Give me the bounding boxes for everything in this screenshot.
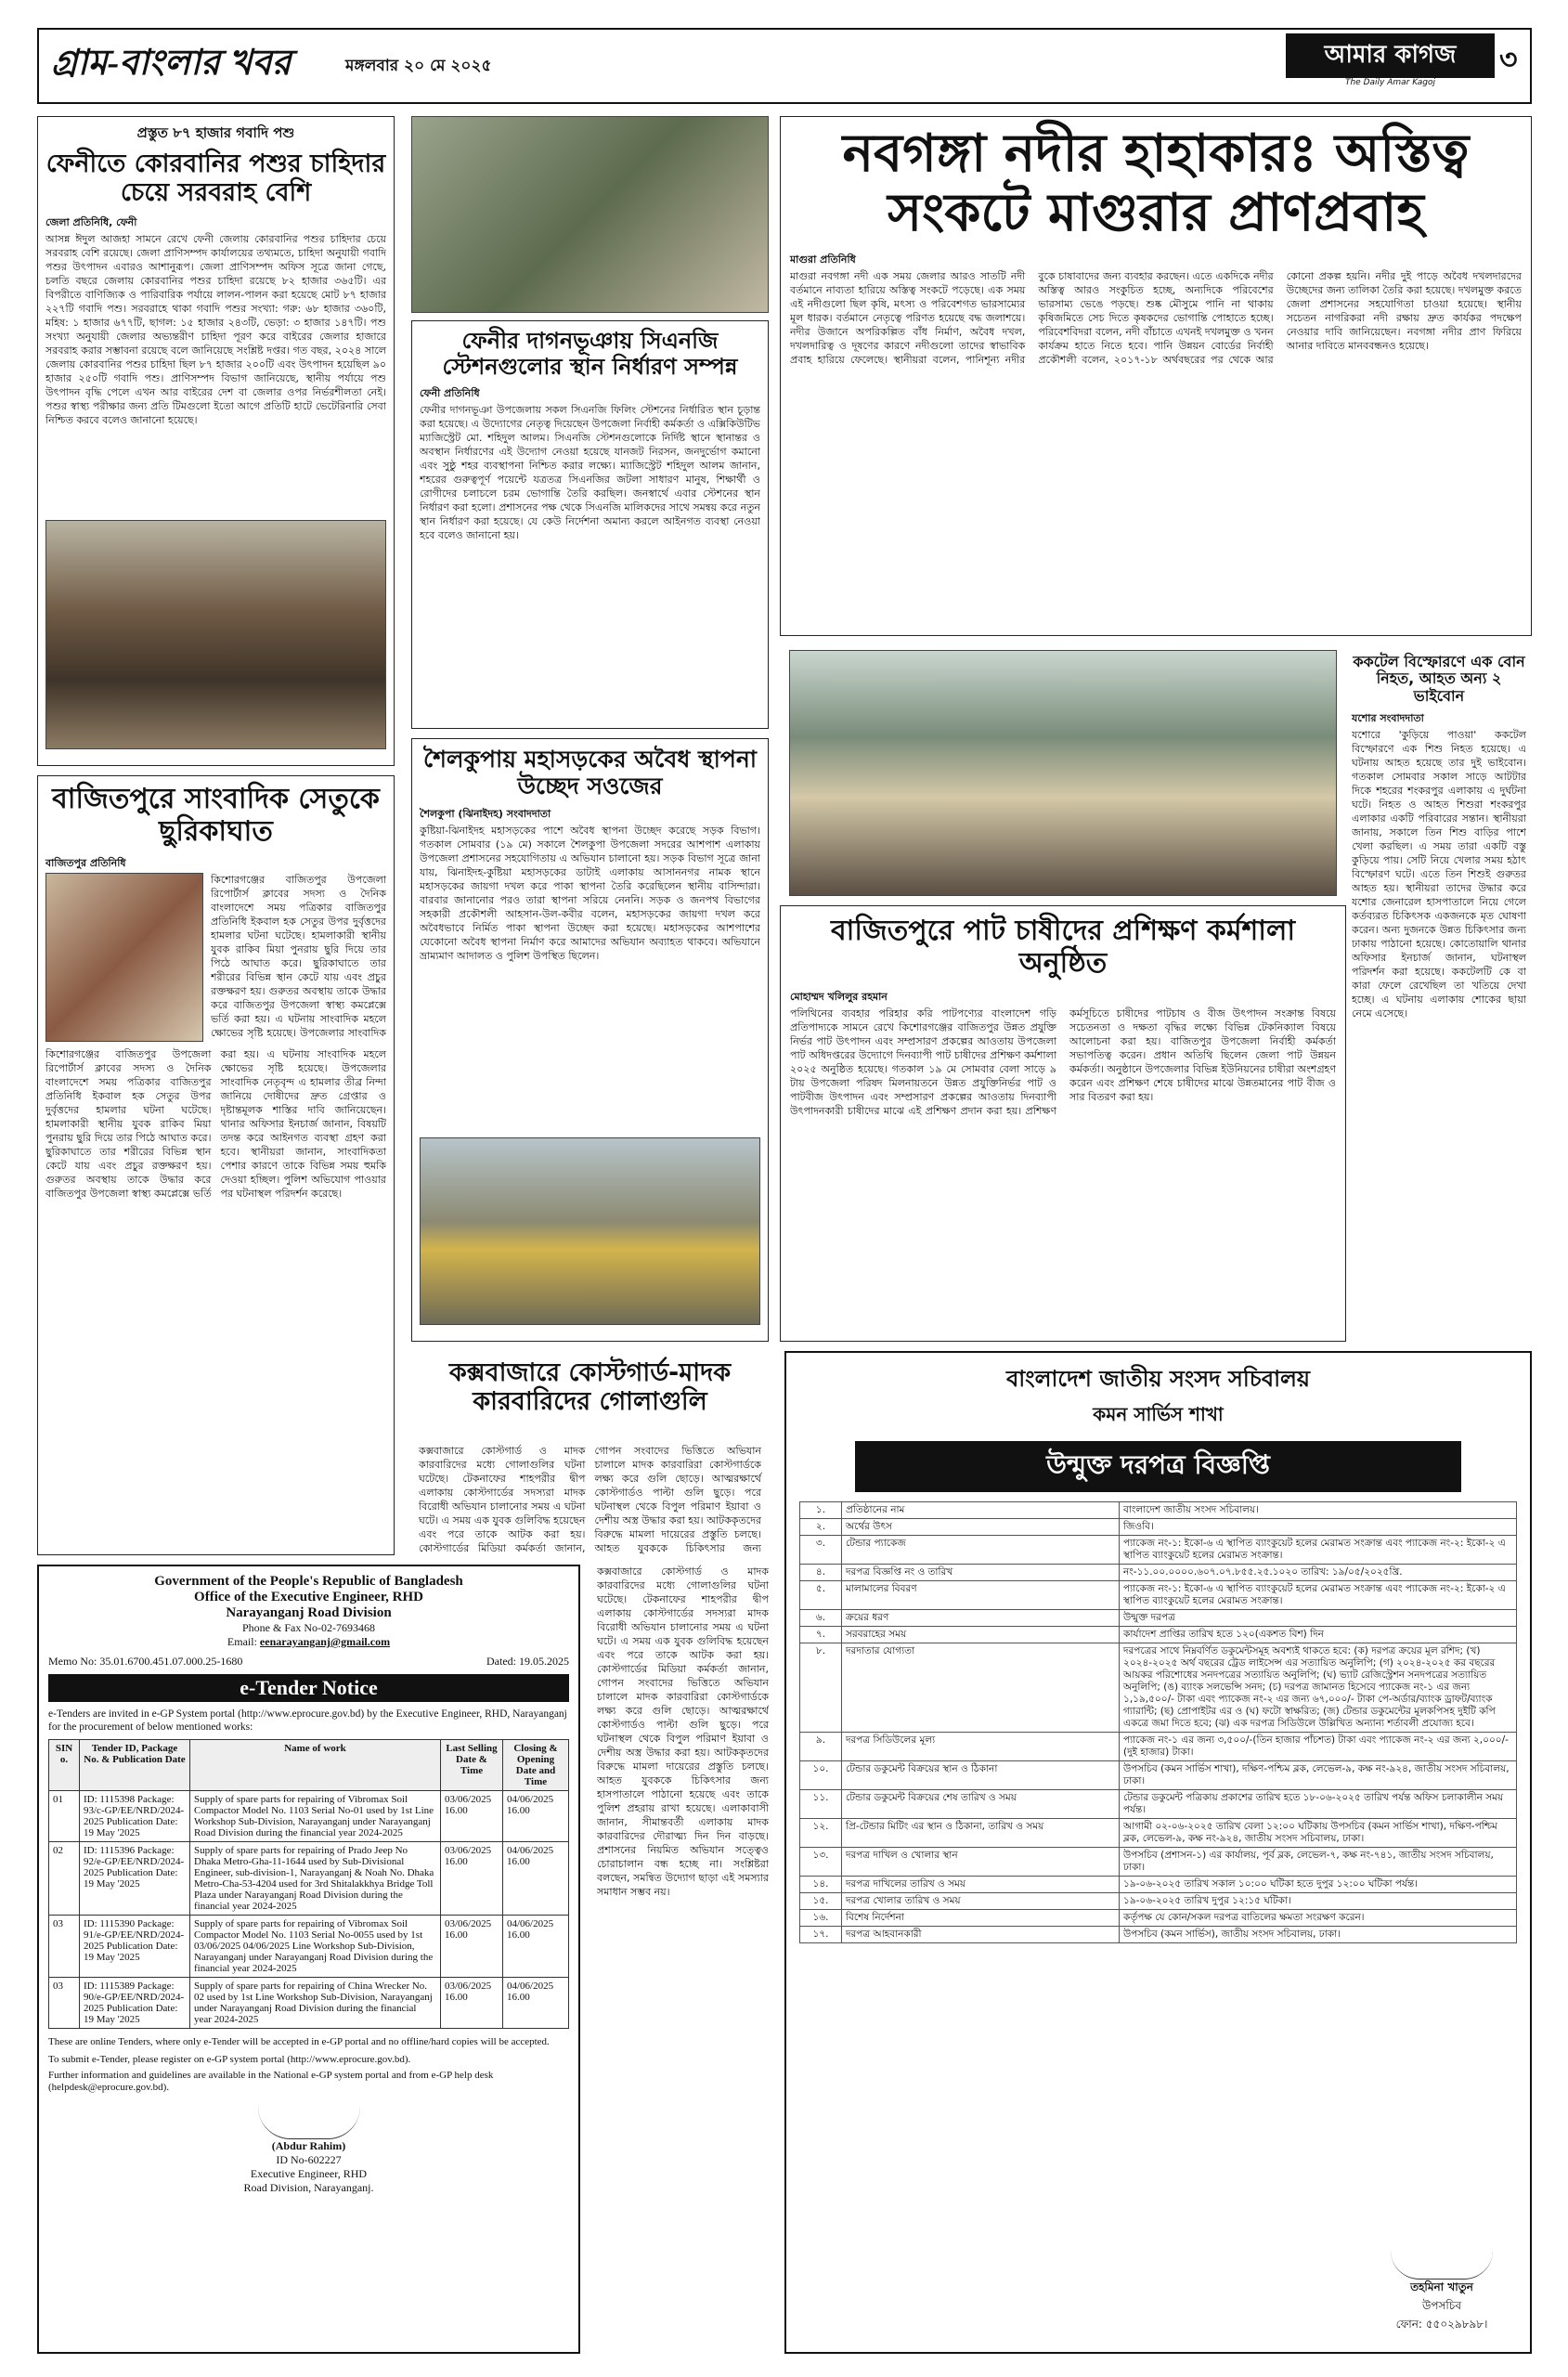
notice-cell-v: দরপত্রের সাথে নিম্নবর্ণিত ডকুমেন্টসমূহ অবশ্যই থাকতে হবে: (ক) দরপত্র ক্রয়ের মূল রশিদ; (খ) ২০২৪-২০২৫ অর্থ বছরের ট্রেড লাইসেন্স এর সত্যায়িত অনুলিপি; (গ) ২০২৪-২০২৫ কর বছরের আয়কর পরিশোধের সনদপত্রের সত্যায়িত অনুলিপি; (ঘ) ভ্যাট রেজিস্ট্রেশন সনদপত্রের সত্যায়িত অনুলিপি; (ঙ) ব্যাংক সলভেন্সি সনদ; (চ) দরপত্র জামানত হিসেবে প্যাকেজ নং-১ এর জন্য ১,১৯,৫০০/- টাকা এবং প্যাকেজ নং-২ এর জন্য ৬৭,০০০/- টাকা পে-অর্ডার/ব্যাংক ড্রাফট/ব্যাংক গ্যারান্টি; (ছ) প্রোপাইটর এর ও (ঘ) ফটো স্বাক্ষরিত; (জ) টেন্ডার ডকুমেন্টের মূলকপিসহ দুইটি কপি একত্রে জমা দিতে হবে; (ঝ) এক দরপত্র সিডিউলে উল্লিখিত অন্যান্য শর্তাবলী প্রযোজ্য হবে। <box>1120 1643 1517 1733</box>
cell-sl: 01 <box>49 1791 80 1842</box>
cell-last: 03/06/2025 16.00 <box>441 1916 503 1978</box>
notice-cell-v: উপসচিব (প্রশাসন-১) এর কার্যালয়, পূর্ব ব্লক, লেভেল-৭, কক্ষ নং-৭৪১, জাতীয় সংসদ সচিবালয়, ঢাকা। <box>1120 1848 1517 1877</box>
notice-cell-k: টেন্ডার ডকুমেন্ট বিক্রয়ের শেষ তারিখ ও সময় <box>842 1790 1120 1819</box>
notice-cell-v: ১৯-০৬-২০২৫ তারিখ সকাল ১০:০০ ঘটিকা হতে দুপুর ১২:০০ ঘটিকা পর্যন্ত। <box>1120 1877 1517 1893</box>
notice-cell-n: ১৫. <box>800 1893 842 1910</box>
notice-cell-n: ১৬. <box>800 1910 842 1927</box>
tender-signature-block <box>48 2107 569 2195</box>
cell-sl: 03 <box>49 1916 80 1978</box>
cell-work: Supply of spare parts for repairing of China Wrecker No. 02 used by 1st Line Workshop Sub-Division, Narayanganj under Narayanganj Road Division during the financial year 2024-2025 <box>190 1978 441 2029</box>
gov-line2: Office of the Executive Engineer, RHD <box>194 1590 423 1604</box>
byline: বাজিতপুর প্রতিনিধি <box>45 857 126 869</box>
notice-cell-v: প্যাকেজ নং-১: ইকো-৬ এ স্থাপিত ব্যাংকুয়েট হলের মেরামত সংক্রান্ত এবং প্যাকেজ নং-২: ইকো-২ এ স্থাপিত ব্যাংকুয়েট হলের মেরামত সংক্রান্ত। <box>1120 1581 1517 1610</box>
signer-name: (Abdur Rahim) <box>271 2139 346 2152</box>
cell-close: 04/06/2025 16.00 <box>503 1791 569 1842</box>
notice-cell-n: ১. <box>800 1502 842 1519</box>
notice-branch: কমন সার্ভিস শাখা <box>1093 1403 1224 1425</box>
headline: শৈলকুপায় মহাসড়কের অবৈধ স্থাপনা উচ্ছেদ সওজের <box>422 746 757 799</box>
cell-work: Supply of spare parts for repairing of Prado Jeep No Dhaka Metro-Gha-11-1644 used by Sub-Divisional Engineer, sub-division-1, Narayanganj & Noah No. Dhaka Metro-Cha-53-4204 used for 3rd Shitalakkhya Bridge Toll Plaza under Narayanganj Road Division during the financial year 2024-2025 <box>190 1842 441 1916</box>
story-bajitpur-journalist <box>37 775 395 1555</box>
table-row <box>49 1791 569 1842</box>
notice-org: বাংলাদেশ জাতীয় সংসদ সচিবালয় <box>1005 1366 1311 1392</box>
kicker: প্রস্তুত ৮৭ হাজার গবাদি পশু <box>136 124 295 141</box>
notice-cell-v: ১৯-০৬-২০২৫ তারিখ দুপুর ১২:১৫ ঘটিকা। <box>1120 1893 1517 1910</box>
headline: নবগঙ্গা নদীর হাহাকারঃ অস্তিত্ব সংকটে মাগুরার প্রাণপ্রবাহ <box>842 123 1470 244</box>
signature-mark <box>1391 2251 1493 2280</box>
notice-cell-v: উপসচিব (কমন সার্ভিস শাখা), দক্ষিণ-পশ্চিম ব্লক, লেভেল-৯, কক্ষ নং-৯২৪, জাতীয় সংসদ সচিবালয়, ঢাকা। <box>1120 1761 1517 1790</box>
notice-cell-k: দরপত্র খোলার তারিখ ও সময় <box>842 1893 1120 1910</box>
cell-work: Supply of spare parts for repairing of Vibromax Soil Compactor Model No. 1103 Serial No-01 used by 1st Line Workshop Sub-Division, Narayanganj under Narayanganj Road Division during the financial year 2024-2025 <box>190 1791 441 1842</box>
excavator-photo <box>420 1137 760 1325</box>
issue-date: মঙ্গলবার ২০ মে ২০২৫ <box>345 57 492 75</box>
story-body: আসন্ন ঈদুল আজহা সামনে রেখে ফেনী জেলায় কোরবানির পশুর চাহিদার চেয়ে সরবরাহ বেশি রয়েছে। জেলা প্রাণিসম্পদ কার্যালয়ের তথ্যমতে, চাহিদা অনুযায়ী গবাদি পশুর উৎপাদন এবারও আশানুরূপ। জেলা প্রাণিসম্পদ অফিস সূত্রে জানা গেছে, চলতি বছরে জেলায় কোরবানির পশুর চাহিদা রয়েছে ৮২ হাজার ৩৬৫টি। এর বিপরীতে বাণিজ্যিক ও পারিবারিক পর্যায়ে লালন-পালন করা হয়েছে মোট ৮৭ হাজার ২২৭টি গবাদি পশু। সরবরাহে থাকা গবাদি পশুর সংখ্যা: গরু: ৬৮ হাজার ৩৬০টি, মহিষ: ১ হাজার ৬৭৭টি, ছাগল: ১৫ হাজার ২৪৩টি, ভেড়া: ৩ হাজার ১৪৭টি। পশু সংখ্যা অনুযায়ী জেলার অভ্যন্তরীণ চাহিদা পূরণ করে বাইরের জেলার হাজারে সরবরাহ করার সম্ভাবনা রয়েছে বলে জানিয়েছে সংশ্লিষ্ট দপ্তর। গত বছর, ২০২৪ সালে জেলায় কোরবানির পশুর চাহিদা ছিল ৮৭ হাজার ২০০টি এবং উৎপাদন হয়েছিল ৯০ হাজার ২৫০টি গবাদি পশু। প্রাণিসম্পদ বিভাগ জানিয়েছে, স্থানীয় পর্যায়ে পশু উৎপাদন বৃদ্ধি পেলে এখন আর বাইরের দেশ বা জেলার ওপর নির্ভরশীলতা নেই। পশুর স্বাস্থ্য পরীক্ষার জন্য প্রতি টিমগুলো ইতো আগে প্রতিটি হাটে ভেটেরিনারি সেবা নিশ্চিত করবে বলেও জানানো হয়েছে। <box>45 233 386 427</box>
notice-cell-k: টেন্ডার ডকুমেন্ট বিক্রয়ের স্থান ও ঠিকানা <box>842 1761 1120 1790</box>
notice-cell-v: আগামী ০২-০৬-২০২৫ তারিখ বেলা ১২:০০ ঘটিকায় উপসচিব (কমন সার্ভিস শাখা), দক্ষিণ-পশ্চিম ব্লক, লেভেল-৯, কক্ষ নং-৯২৪, জাতীয় সংসদ সচিবালয়, ঢাকা। <box>1120 1819 1517 1848</box>
headline: বাজিতপুরে পাট চাষীদের প্রশিক্ষণ কর্মশালা অনুষ্ঠিত <box>830 915 1296 980</box>
byline: মাগুরা প্রতিনিধি <box>790 253 856 266</box>
story-body: ফেনীর দাগনভূঞা উপজেলায় সকল সিএনজি ফিলিং স্টেশনের নির্ধারিত স্থান চূড়ান্ত করা হয়েছে। এ উদ্যোগের নেতৃত্ব দিয়েছেন উপজেলা নির্বাহী কর্মকর্তা ও এক্সিকিউটিভ ম্যাজিস্ট্রেট মো. শহিদুল আলম। সিএনজি স্টেশনগুলোকে নির্দিষ্ট স্থানে স্থানান্তর ও অবস্থান নির্ধারণের এই উদ্যোগ নেওয়া হয়েছে যানজট নিরসন, জনদুর্ভোগ কমানো এবং সুষ্ঠু শহর ব্যবস্থাপনা নিশ্চিত করার লক্ষ্যে। ম্যাজিস্ট্রেট শহিদুল আলম জানান, শহরের গুরুত্বপূর্ণ পয়েন্টে যত্রতত্র সিএনজির জটলা সাধারণ মানুষ, শিক্ষার্থী ও রোগীদের চলাচলে চরম ভোগান্তি তৈরি করছিল। জনস্বার্থে এবার স্টেশনের স্থান নির্ধারণ করা হলো। প্রশাসনের পক্ষ থেকে সিএনজি মালিকদের সাথে সমন্বয় করে নতুন স্থান নির্ধারণ করা হয়েছে। যে কেউ নির্দেশনা অমান্য করলে আইনগত ব্যবস্থা নেওয়া হবে বলেও জানানো হয়। <box>420 404 760 542</box>
col-sl: SIN o. <box>49 1740 80 1791</box>
notice-cell-k: প্রি-টেন্ডার মিটিং এর স্থান ও ঠিকানা, তারিখ ও সময় <box>842 1819 1120 1848</box>
notice-cell-k: সরবরাহের সময় <box>842 1627 1120 1643</box>
signer-id: ID No-602227 <box>276 2153 342 2166</box>
notice-row <box>800 1519 1517 1536</box>
headline: ফেনীতে কোরবানির পশুর চাহিদার চেয়ে সরবরাহ বেশি <box>45 149 386 208</box>
notice-cell-v: নং-১১.০০.০০০০.৬০৭.০৭.৮৫৫.২৫.১০২০ তারিখ: ১৯/০৫/২০২৫খ্রি. <box>1120 1565 1517 1581</box>
cell-last: 03/06/2025 16.00 <box>441 1842 503 1916</box>
notice-cell-n: ৭. <box>800 1627 842 1643</box>
headline: ককটেল বিস্ফোরণে এক বোন নিহত, আহত অন্য ২ ভাইবোন <box>1353 653 1525 705</box>
cell-id: ID: 1115390 Package: 91/e-GP/EE/NRD/2024-2025 Publication Date: 19 May '2025 <box>80 1916 190 1978</box>
signature-mark <box>258 2107 360 2139</box>
notice-cell-n: ৬. <box>800 1610 842 1627</box>
table-row <box>49 1842 569 1916</box>
tender-intro: e-Tenders are invited in e-GP System portal (http://www.eprocure.gov.bd) by the Executive Engineer, RHD, Narayanganj for the procurement of below mentioned works: <box>48 1708 567 1733</box>
notice-row <box>800 1627 1517 1643</box>
notice-cell-k: দরপত্র সিডিউলের মূল্য <box>842 1733 1120 1761</box>
byline: ফেনী প্রতিনিধি <box>420 387 480 400</box>
notice-cell-k: অর্থের উৎস <box>842 1519 1120 1536</box>
notice-cell-k: বিশেষ নির্দেশনা <box>842 1910 1120 1927</box>
memo-date: Dated: 19.05.2025 <box>486 1655 569 1668</box>
cell-close: 04/06/2025 16.00 <box>503 1978 569 2029</box>
table-row <box>49 1916 569 1978</box>
signer-office: Road Division, Narayanganj. <box>243 2181 374 2194</box>
cattle-photo <box>45 520 386 749</box>
cell-sl: 03 <box>49 1978 80 2029</box>
email-label: Email: <box>227 1635 260 1648</box>
notice-signature-block <box>1391 2251 1493 2335</box>
byline: মোহাম্মদ খলিলুর রহমান <box>790 991 888 1003</box>
notice-row <box>800 1790 1517 1819</box>
notice-row <box>800 1643 1517 1733</box>
phone: Phone & Fax No-02-7693468 <box>242 1621 375 1634</box>
notice-cell-v: কার্যাদেশ প্রাপ্তির তারিখ হতে ১২০(একশত বিশ) দিন <box>1120 1627 1517 1643</box>
notice-cell-v: প্যাকেজ নং-১ এর জন্য ৩,৫০০/-(তিন হাজার পাঁচশত) টাকা এবং প্যাকেজ নং-২ এর জন্য ২,০০০/-(দুই হাজার) টাকা। <box>1120 1733 1517 1761</box>
notice-cell-n: ৯. <box>800 1733 842 1761</box>
cell-work: Supply of spare parts for repairing of Vibromax Soil Compactor Model No. 1103 Serial No-0055 used by 1st 03/06/2025 04/06/2025 Line Workshop Sub-Division, Narayanganj under Narayanganj Road Division during the financial year 2024-2025 <box>190 1916 441 1978</box>
story-body: পলিথিনের ব্যবহার পরিহার করি পাটপণ্যের বাংলাদেশ গড়ি প্রতিপাদ্যকে সামনে রেখে কিশোরগঞ্জের বাজিতপুর উন্নত প্রযুক্তি নির্ভর পাট উৎপাদন এবং সম্প্রসারণ প্রকল্পের আওতায় উপজেলা পাট অধিদপ্তরের উদ্যোগে দিনব্যাপী পাট চাষীদের প্রশিক্ষণ কর্মশালা ২০২৫ অনুষ্ঠিত হয়েছে। গতকাল ১৯ মে সোমবার বেলা সাড়ে ৯ টায় উপজেলা পরিষদ মিলনায়তনে উন্নত প্রযুক্তিনির্ভর পাট ও পাটবীজ উৎপাদন এবং সম্প্রসারণ প্রকল্পের আওতায় দিনব্যাপী উৎপাদনকারী চাষীদের মাঝে এই প্রশিক্ষণ প্রদান করা হয়। প্রশিক্ষণ কর্মসূচিতে চাষীদের পাটচাষ ও বীজ উৎপাদন সংক্রান্ত বিষয়ে সচেতনতা ও দক্ষতা বৃদ্ধির লক্ষ্যে বিভিন্ন টেকনিক্যাল বিষয়ে আলোচনা করা হয়। বাজিতপুর উপজেলা নির্বাহী কর্মকর্তা সভাপতিত্ব করেন। প্রধান অতিথি ছিলেন জেলা পাট উন্নয়ন কর্মকর্তা। অনুষ্ঠানে উপজেলার বিভিন্ন ইউনিয়নের চাষীরা অংশগ্রহণ করেন এবং প্রশিক্ষণ শেষে চাষীদের মাঝে উন্নতমানের পাট বীজ ও সার বিতরণ করা হয়। <box>790 1007 1336 1117</box>
notice-row <box>800 1819 1517 1848</box>
col-tender-id: Tender ID, Package No. & Publication Date <box>80 1740 190 1791</box>
notice-row <box>800 1927 1517 1943</box>
notice-cell-n: ১২. <box>800 1819 842 1848</box>
notice-cell-n: ১৩. <box>800 1848 842 1877</box>
notice-cell-k: টেন্ডার প্যাকেজ <box>842 1536 1120 1565</box>
notice-cell-n: ৩. <box>800 1536 842 1565</box>
notice-row <box>800 1848 1517 1877</box>
notice-cell-n: ১৭. <box>800 1927 842 1943</box>
e-tender-notice <box>37 1565 580 2354</box>
notice-row <box>800 1581 1517 1610</box>
story-jute-training <box>780 905 1346 1342</box>
notice-cell-k: মালামালের বিবরণ <box>842 1581 1120 1610</box>
table-row <box>49 1978 569 2029</box>
coxsbazar-body-continued: কক্সবাজারে কোস্টগার্ড ও মাদক কারবারিদের মধ্যে গোলাগুলির ঘটনা ঘটেছে। টেকনাফের শাহপরীর দ্বীপ এলাকায় কোস্টগার্ডের সদস্যরা মাদক বিরোধী অভিযান চালানোর সময় এ ঘটনা ঘটে। এ সময় এক যুবক গুলিবিদ্ধ হয়েছেন এবং পরে তাকে আটক করা হয়। কোস্টগার্ডের মিডিয়া কর্মকর্তা জানান, গোপন সংবাদের ভিত্তিতে অভিযান চালালে মাদক কারবারিরা কোস্টগার্ডকে লক্ষ্য করে গুলি ছোড়ে। আত্মরক্ষার্থে কোস্টগার্ডও পাল্টা গুলি ছুড়ে। পরে ঘটনাস্থল থেকে বিপুল পরিমাণ ইয়াবা ও দেশীয় অস্ত্র উদ্ধার করা হয়। আটককৃতদের বিরুদ্ধে মামলা দায়েরের প্রস্তুতি চলছে। আহত যুবককে চিকিৎসার জন্য হাসপাতালে পাঠানো হয়েছে এবং তাকে পুলিশ প্রহরায় রাখা হয়েছে। এলাকাবাসী জানান, সীমান্তবর্তী এলাকায় মাদক কারবারিদের দৌরাত্ম্য দিন দিন বাড়ছে। প্রশাসনের নিয়মিত অভিযান সত্ত্বেও চোরাচালান বন্ধ হচ্ছে না। সংশ্লিষ্টরা বলছেন, সমন্বিত উদ্যোগ ছাড়া এই সমস্যার সমাধান সম্ভব নয়। <box>597 1565 769 1898</box>
notice-row <box>800 1502 1517 1519</box>
notice-row <box>800 1761 1517 1790</box>
notice-cell-v: জিওবি। <box>1120 1519 1517 1536</box>
signer-name: তহমিনা খাতুন <box>1410 2280 1473 2293</box>
notice-title: উন্মুক্ত দরপত্র বিজ্ঞপ্তি <box>855 1441 1461 1492</box>
story-body: যশোরে 'কুড়িয়ে পাওয়া' ককটেল বিস্ফোরণে এক শিশু নিহত হয়েছে। এ ঘটনায় আহত হয়েছে তার দুই ভাইবোন। গতকাল সোমবার সকাল সাড়ে আটটার দিকে শহরের শংকরপুর এলাকায় এ দুর্ঘটনা ঘটে। নিহত ও আহত শিশুরা শংকরপুর এলাকার একটি পরিবারের সন্তান। স্থানীয়রা জানায়, সকালে তিন শিশু বাড়ির পাশে খেলা করছিল। এ সময় তারা একটি বস্তু কুড়িয়ে পায়। সেটি নিয়ে খেলার সময় হঠাৎ বিস্ফোরণ ঘটে। এতে তিন শিশুই গুরুতর আহত হয়। স্থানীয়রা তাদের উদ্ধার করে যশোর জেনারেল হাসপাতালে নিয়ে গেলে কর্তব্যরত চিকিৎসক একজনকে মৃত ঘোষণা করেন। অন্য দুজনকে উন্নত চিকিৎসার জন্য ঢাকায় পাঠানো হয়েছে। কোতোয়ালি থানার অফিসার ইনচার্জ জানান, ঘটনাস্থল পরিদর্শন করা হয়েছে। ককটেলটি কে বা কারা ফেলে রেখেছিল তা খতিয়ে দেখা হচ্ছে। এ ঘটনায় এলাকায় শোকের ছায়া নেমে এসেছে। <box>1352 729 1526 1020</box>
notice-cell-v: উপসচিব (কমন সার্ভিস), জাতীয় সংসদ সচিবালয়, ঢাকা। <box>1120 1927 1517 1943</box>
gov-line3: Narayanganj Road Division <box>226 1605 392 1620</box>
story-jessore-blast <box>1346 650 1532 1374</box>
notice-cell-n: ৮. <box>800 1643 842 1733</box>
workshop-photo <box>789 650 1337 896</box>
coxsbazar-body: কক্সবাজারে কোস্টগার্ড ও মাদক কারবারিদের মধ্যে গোলাগুলির ঘটনা ঘটেছে। টেকনাফের শাহপরীর দ্বীপ এলাকায় কোস্টগার্ডের সদস্যরা মাদক বিরোধী অভিযান চালানোর সময় এ ঘটনা ঘটে। এ সময় এক যুবক গুলিবিদ্ধ হয়েছেন এবং পরে তাকে আটক করা হয়। কোস্টগার্ডের মিডিয়া কর্মকর্তা জানান, গোপন সংবাদের ভিত্তিতে অভিযান চালালে মাদক কারবারিরা কোস্টগার্ডকে লক্ষ্য করে গুলি ছোড়ে। আত্মরক্ষার্থে কোস্টগার্ডও পাল্টা গুলি ছুড়ে। পরে ঘটনাস্থল থেকে বিপুল পরিমাণ ইয়াবা ও দেশীয় অস্ত্র উদ্ধার করা হয়। আটককৃতদের বিরুদ্ধে মামলা দায়েরের প্রস্তুতি চলছে। আহত যুবককে চিকিৎসার জন্য <box>419 1445 761 1554</box>
notice-cell-n: ১৪. <box>800 1877 842 1893</box>
section-title: গ্রাম-বাংলার খবর <box>51 44 292 83</box>
notice-cell-n: ৫. <box>800 1581 842 1610</box>
headline: বাজিতপুরে সাংবাদিক সেতুকে ছুরিকাঘাত <box>52 783 380 848</box>
headline: কক্সবাজারে কোস্টগার্ড-মাদক কারবারিদের গোলাগুলি <box>448 1358 732 1417</box>
col-work: Name of work <box>190 1740 441 1791</box>
gov-line1: Government of the People's Republic of Bangladesh <box>154 1574 463 1589</box>
cell-last: 03/06/2025 16.00 <box>441 1791 503 1842</box>
email-link[interactable]: eenarayanganj@gmail.com <box>259 1635 391 1648</box>
cell-close: 04/06/2025 16.00 <box>503 1842 569 1916</box>
notice-row <box>800 1733 1517 1761</box>
notice-cell-n: ৪. <box>800 1565 842 1581</box>
notice-cell-v: টেন্ডার ডকুমেন্ট পত্রিকায় প্রকাশের তারিখ হতে ১৮-০৬-২০২৫ তারিখ পর্যন্ত অফিস চলাকালীন সময় পর্যন্ত। <box>1120 1790 1517 1819</box>
notice-cell-v: প্যাকেজ নং-১: ইকো-৬ এ স্থাপিত ব্যাংকুয়েট হলের মেরামত সংক্রান্ত এবং প্যাকেজ নং-২: ইকো-২ এ স্থাপিত ব্যাংকুয়েট হলের মেরামত সংক্রান্ত। <box>1120 1536 1517 1565</box>
notice-row <box>800 1565 1517 1581</box>
notice-cell-n: ২. <box>800 1519 842 1536</box>
cell-id: ID: 1115396 Package: 92/e-GP/EE/NRD/2024-2025 Publication Date: 19 May '2025 <box>80 1842 190 1916</box>
notice-cell-k: দরদাতার যোগ্যতা <box>842 1643 1120 1733</box>
cng-station-photo <box>411 116 769 313</box>
paper-name: আমার কাগজ <box>1286 33 1495 78</box>
signer-title: Executive Engineer, RHD <box>250 2167 368 2180</box>
tender-note-2: To submit e-Tender, please register on e-GP system portal (http://www.eprocure.gov.bd). <box>48 2054 411 2065</box>
signer-phone: ফোন: ৫৫০২৯৮৯৮। <box>1395 2318 1488 2331</box>
injury-photo <box>45 873 203 1042</box>
tender-note-1: These are online Tenders, where only e-Tender will be accepted in e-GP portal and no offline/hard copies will be accepted. <box>48 2036 550 2047</box>
paper-subtitle: The Daily Amar Kagoj <box>1344 78 1436 87</box>
byline: শৈলকুপা (ঝিনাইদহ) সংবাদদাতা <box>420 807 551 820</box>
notice-table <box>799 1501 1517 1943</box>
story-feni-cattle <box>37 116 395 766</box>
notice-cell-n: ১০. <box>800 1761 842 1790</box>
memo-no: Memo No: 35.01.6700.451.07.000.25-1680 <box>48 1655 243 1668</box>
parliament-tender-notice <box>784 1351 1532 2354</box>
headline: ফেনীর দাগনভূঞায় সিএনজি স্টেশনগুলোর স্থান নির্ধারণ সম্পন্ন <box>442 328 738 380</box>
notice-cell-k: দরপত্র বিজ্ঞপ্তি নং ও তারিখ <box>842 1565 1120 1581</box>
notice-cell-k: দরপত্র দাখিল ও খোলার স্থান <box>842 1848 1120 1877</box>
signer-title: উপসচিব <box>1421 2299 1461 2312</box>
col-last-selling: Last Selling Date & Time <box>441 1740 503 1791</box>
page-number: ৩ <box>1499 44 1518 76</box>
story-body: কুষ্টিয়া-ঝিনাইদহ মহাসড়কের পাশে অবৈধ স্থাপনা উচ্ছেদ করেছে সড়ক বিভাগ। গতকাল সোমবার (১৯ মে) সকালে শৈলকুপা উপজেলা সদরের আশপাশ এলাকায় উপজেলা প্রশাসনের সহযোগিতায় এ অভিযান চালানো হয়। সড়ক বিভাগ সূত্রে জানা যায়, ঝিনাইদহ-কুষ্টিয়া মহাসড়কের ডাটাই এলাকায় আসাননগর নামক স্থানে মহাসড়কের জায়গা দখল করে পাকা স্থাপনা তৈরি করেছিলেন স্থানীয় বাসিন্দারা। বারবার জানানোর পরও তারা স্থাপনা সরিয়ে নেননি। সড়ক ও জনপথ বিভাগের সহকারী প্রকৌশলী আহসান-উল-কবীর বলেন, মহাসড়কের জায়গা দখল করে অবৈধভাবে নির্মিত পাকা স্থাপনা উচ্ছেদ করা হয়েছে। মহাসড়কের আশপাশের যেকোনো অবৈধ স্থাপনা নির্মাণ করে আমাদের অভিযান অব্যাহত থাকবে। অভিযানে ভ্রাম্যমাণ আদালত ও পুলিশ উপস্থিত ছিলেন। <box>420 824 760 962</box>
notice-row <box>800 1610 1517 1627</box>
notice-row <box>800 1893 1517 1910</box>
cell-sl: 02 <box>49 1842 80 1916</box>
byline: জেলা প্রতিনিধি, ফেনী <box>45 216 137 229</box>
notice-row <box>800 1910 1517 1927</box>
notice-cell-v: বাংলাদেশ জাতীয় সংসদ সচিবালয়। <box>1120 1502 1517 1519</box>
byline: যশোর সংবাদদাতা <box>1352 712 1424 725</box>
col-closing: Closing & Opening Date and Time <box>503 1740 569 1791</box>
notice-row <box>800 1877 1517 1893</box>
cell-close: 04/06/2025 16.00 <box>503 1916 569 1978</box>
notice-cell-k: প্রতিষ্ঠানের নাম <box>842 1502 1120 1519</box>
story-shailkupa-eviction <box>411 738 769 1342</box>
notice-cell-v: উন্মুক্ত দরপত্র <box>1120 1610 1517 1627</box>
story-body: মাগুরা নবগঙ্গা নদী এক সময় জেলার আরও সাতটি নদী বর্তমানে নাব্যতা হারিয়ে অস্তিত্ব সংকটে পড়েছে। এক সময় এই নদীগুলো ছিল কৃষি, মৎস্য ও পরিবেশগত ভারসাম্যের মূল ধারক। বর্তমানে নেতৃত্বে পরিণত হয়েছে বদ্ধ জলাশয়ে। নদীর উজানে অপরিকল্পিত বাঁধ নির্মাণ, অবৈধ দখল, দখলদারিত্ব ও দূষণের কারণে নদীগুলো তাদের স্বাভাবিক প্রবাহ হারিয়ে ফেলেছে। স্থানীয়রা বলেন, পানিশূন্য নদীর বুকে চাষাবাদের জন্য ব্যবহার করছেন। এতে একদিকে নদীর অস্তিত্ব আরও সংকুচিত হচ্ছে, অন্যদিকে পরিবেশের ভারসাম্য ভেঙে পড়ছে। শুষ্ক মৌসুমে পানি না থাকায় কৃষিজমিতে সেচ দিতে কৃষকদের ভোগান্তি পোহাতে হচ্ছে। পরিবেশবিদরা বলেন, নদী বাঁচাতে এখনই দখলমুক্ত ও খনন কার্যক্রম হাতে নিতে হবে। পানি উন্নয়ন বোর্ডের নির্বাহী প্রকৌশলী বলেন, ২০১৭-১৮ অর্থবছরের পর থেকে আর কোনো প্রকল্প হয়নি। নদীর দুই পাড়ে অবৈধ দখলদারদের উচ্ছেদের জন্য তালিকা তৈরি করা হয়েছে। দখলমুক্ত করতে জেলা প্রশাসনের সহযোগিতা চাওয়া হয়েছে। স্থানীয় সচেতন নাগরিকরা নদী রক্ষায় দ্রুত কার্যকর পদক্ষেপ নেওয়ার দাবি জানিয়েছেন। নবগঙ্গা নদীর প্রাণ ফিরিয়ে আনার দাবিতে মানববন্ধনও হয়েছে। <box>790 269 1522 366</box>
notice-row <box>800 1536 1517 1565</box>
tender-title: e-Tender Notice <box>48 1674 569 1702</box>
story-feni-cng <box>411 320 769 729</box>
notice-cell-k: দরপত্র দাখিলের তারিখ ও সময় <box>842 1877 1120 1893</box>
cell-id: ID: 1115389 Package: 90/e-GP/EE/NRD/2024-2025 Publication Date: 19 May '2025 <box>80 1978 190 2029</box>
tender-table <box>48 1739 569 2029</box>
paper-logo <box>1286 33 1495 87</box>
tender-note-3: Further information and guidelines are available in the National e-GP system portal and from e-GP help desk (helpdesk@eprocure.gov.bd). <box>48 2070 494 2093</box>
notice-cell-k: ক্রয়ের ধরণ <box>842 1610 1120 1627</box>
cell-last: 03/06/2025 16.00 <box>441 1978 503 2029</box>
story-body: কিশোরগঞ্জের বাজিতপুর উপজেলা রিপোর্টার্স ক্লাবের সদস্য ও দৈনিক বাংলাদেশে সময় পত্রিকার বাজিতপুর প্রতিনিধি ইকবাল হক সেতুর উপর দুর্বৃত্তদের হামলার ঘটনা ঘটেছে। হামলাকারী স্থানীয় যুবক রাকিব মিয়া পুনরায় ছুরি দিয়ে তার পিঠে আঘাত করে। ছুরিকাঘাতে তার শরীরের বিভিন্ন স্থান কেটে যায় এবং প্রচুর রক্তক্ষরণ হয়। গুরুতর অবস্থায় তাকে উদ্ধার করে বাজিতপুর উপজেলা স্বাস্থ্য কমপ্লেক্সে ভর্তি করা হয়। এ ঘটনায় সাংবাদিক মহলে ক্ষোভের সৃষ্টি হয়েছে। উপজেলার সাংবাদিক নেতৃবৃন্দ এ হামলার তীব্র নিন্দা জানিয়ে দোষীদের দ্রুত গ্রেপ্তার ও দৃষ্টান্তমূলক শাস্তির দাবি জানিয়েছেন। থানার অফিসার ইনচার্জ জানান, বিষয়টি তদন্ত করে আইনগত ব্যবস্থা গ্রহণ করা হবে। স্থানীয়রা জানান, সাংবাদিকতা পেশার কারণে তাকে বিভিন্ন সময় হুমকি দেওয়া হচ্ছিল। পুলিশ অভিযোগ পাওয়ার পর ঘটনাস্থল পরিদর্শন করেছে। <box>45 1048 386 1200</box>
cell-id: ID: 1115398 Package: 93/c-GP/EE/NRD/2024-2025 Publication Date: 19 May '2025 <box>80 1791 190 1842</box>
notice-cell-n: ১১. <box>800 1790 842 1819</box>
notice-cell-k: দরপত্র আহবানকারী <box>842 1927 1120 1943</box>
story-body-top: কিশোরগঞ্জের বাজিতপুর উপজেলা রিপোর্টার্স ক্লাবের সদস্য ও দৈনিক বাংলাদেশে সময় পত্রিকার বাজিতপুর প্রতিনিধি ইকবাল হক সেতুর উপর দুর্বৃত্তদের হামলার ঘটনা ঘটেছে। হামলাকারী স্থানীয় যুবক রাকিব মিয়া পুনরায় ছুরি দিয়ে তার পিঠে আঘাত করে। ছুরিকাঘাতে তার শরীরের বিভিন্ন স্থান কেটে যায় এবং প্রচুর রক্তক্ষরণ হয়। গুরুতর অবস্থায় তাকে উদ্ধার করে বাজিতপুর উপজেলা স্বাস্থ্য কমপ্লেক্সে ভর্তি করা হয়। এ ঘটনায় সাংবাদিক মহলে ক্ষোভের সৃষ্টি হয়েছে। উপজেলার সাংবাদিক <box>211 874 386 1039</box>
story-nabaganga-river <box>780 116 1532 636</box>
notice-cell-v: কর্তৃপক্ষ যে কোন/সকল দরপত্র বাতিলের ক্ষমতা সংরক্ষণ করেন। <box>1120 1910 1517 1927</box>
